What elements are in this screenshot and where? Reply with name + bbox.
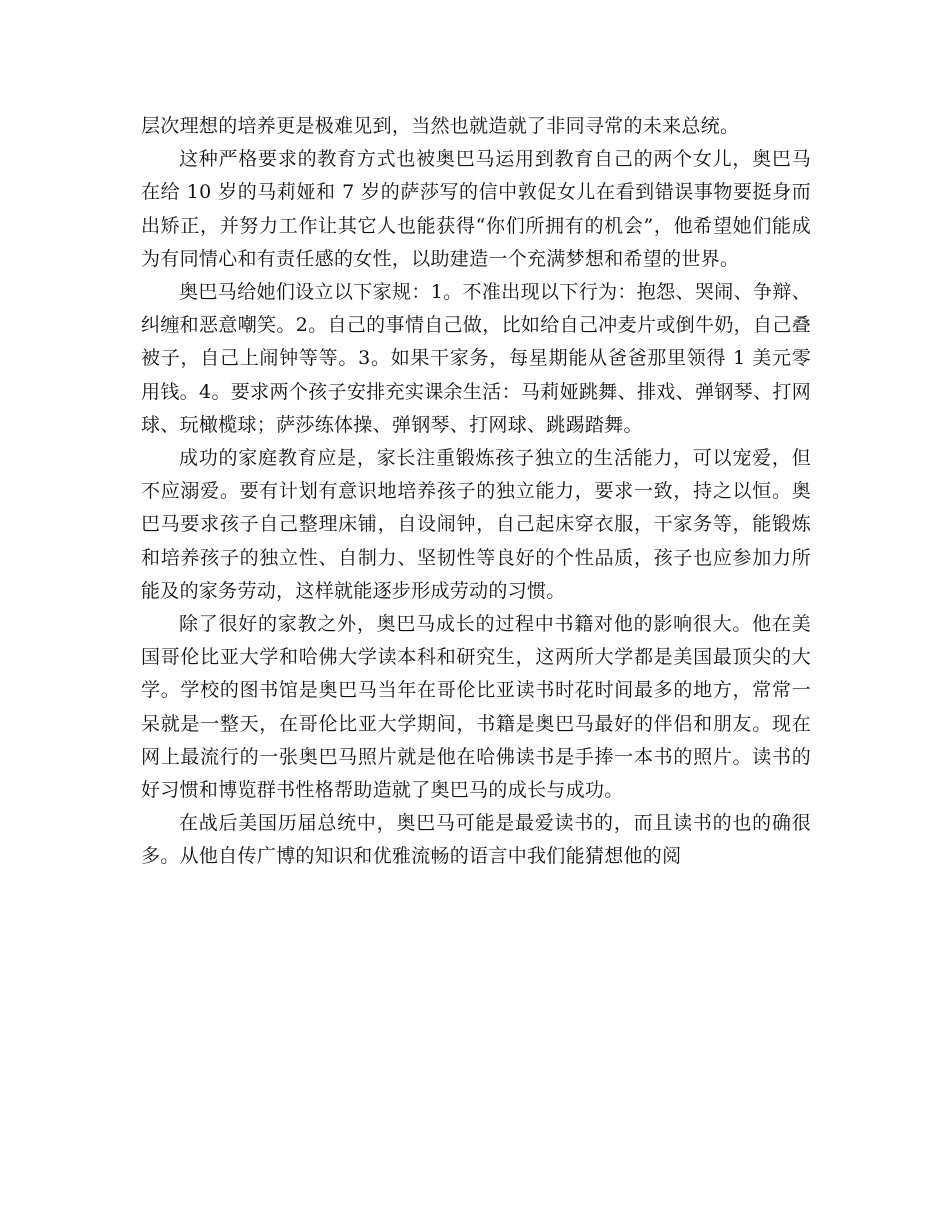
document-body	[141, 110, 811, 874]
paragraph-continuation: 层次理想的培养更是极难见到，当然也就造就了非同寻常的未来总统。	[141, 115, 740, 137]
paragraph-family-education: 成功的家庭教育应是，家长注重锻炼孩子独立的生活能力，可以宠爱，但不应溺爱。要有计划有意识地培养孩子的独立能力，要求一致，持之以恒。奥巴马要求孩子自己整理床铺，自设闹钟，自己起床穿衣服，干家务等，能锻炼和培养孩子的独立性、自制力、坚韧性等良好的个性品质，孩子也应参加力所能及的家务劳动，这样就能逐步形成劳动的习惯。	[141, 447, 811, 602]
paragraph-books-influence: 除了很好的家教之外，奥巴马成长的过程中书籍对他的影响很大。他在美国哥伦比亚大学和哈佛大学读本科和研究生，这两所大学都是美国最顶尖的大学。学校的图书馆是奥巴马当年在哥伦比亚读书时花时间最多的地方，常常一呆就是一整天，在哥伦比亚大学期间，书籍是奥巴马最好的伴侣和朋友。现在网上最流行的一张奥巴马照片就是他在哈佛读书是手捧一本书的照片。读书的好习惯和博览群书性格帮助造就了奥巴马的成长与成功。	[141, 613, 811, 802]
paragraph-house-rules: 奥巴马给她们设立以下家规：1。不准出现以下行为：抱怨、哭闹、争辩、纠缠和恶意嘲笑。2。自己的事情自己做，比如给自己冲麦片或倒牛奶，自己叠被子，自己上闹钟等等。3。如果干家务，每星期能从爸爸那里领得 1 美元零用钱。4。要求两个孩子安排充实课余生活：马莉娅跳舞、排戏、弹钢琴、打网球、玩橄榄球；萨莎练体操、弹钢琴、打网球、跳踢踏舞。	[141, 281, 811, 436]
paragraph-daughters-education: 这种严格要求的教育方式也被奥巴马运用到教育自己的两个女儿，奥巴马在给 10 岁的马莉娅和 7 岁的萨莎写的信中敦促女儿在看到错误事物要挺身而出矫正，并努力工作让其它人也能获得“你们所拥有的机会”，他希望她们能成为有同情心和有责任感的女性，以助建造一个充满梦想和希望的世界。	[141, 148, 811, 270]
paragraph-reading-president: 在战后美国历届总统中，奥巴马可能是最爱读书的，而且读书的也的确很多。从他自传广博的知识和优雅流畅的语言中我们能猜想他的阅	[141, 812, 811, 868]
